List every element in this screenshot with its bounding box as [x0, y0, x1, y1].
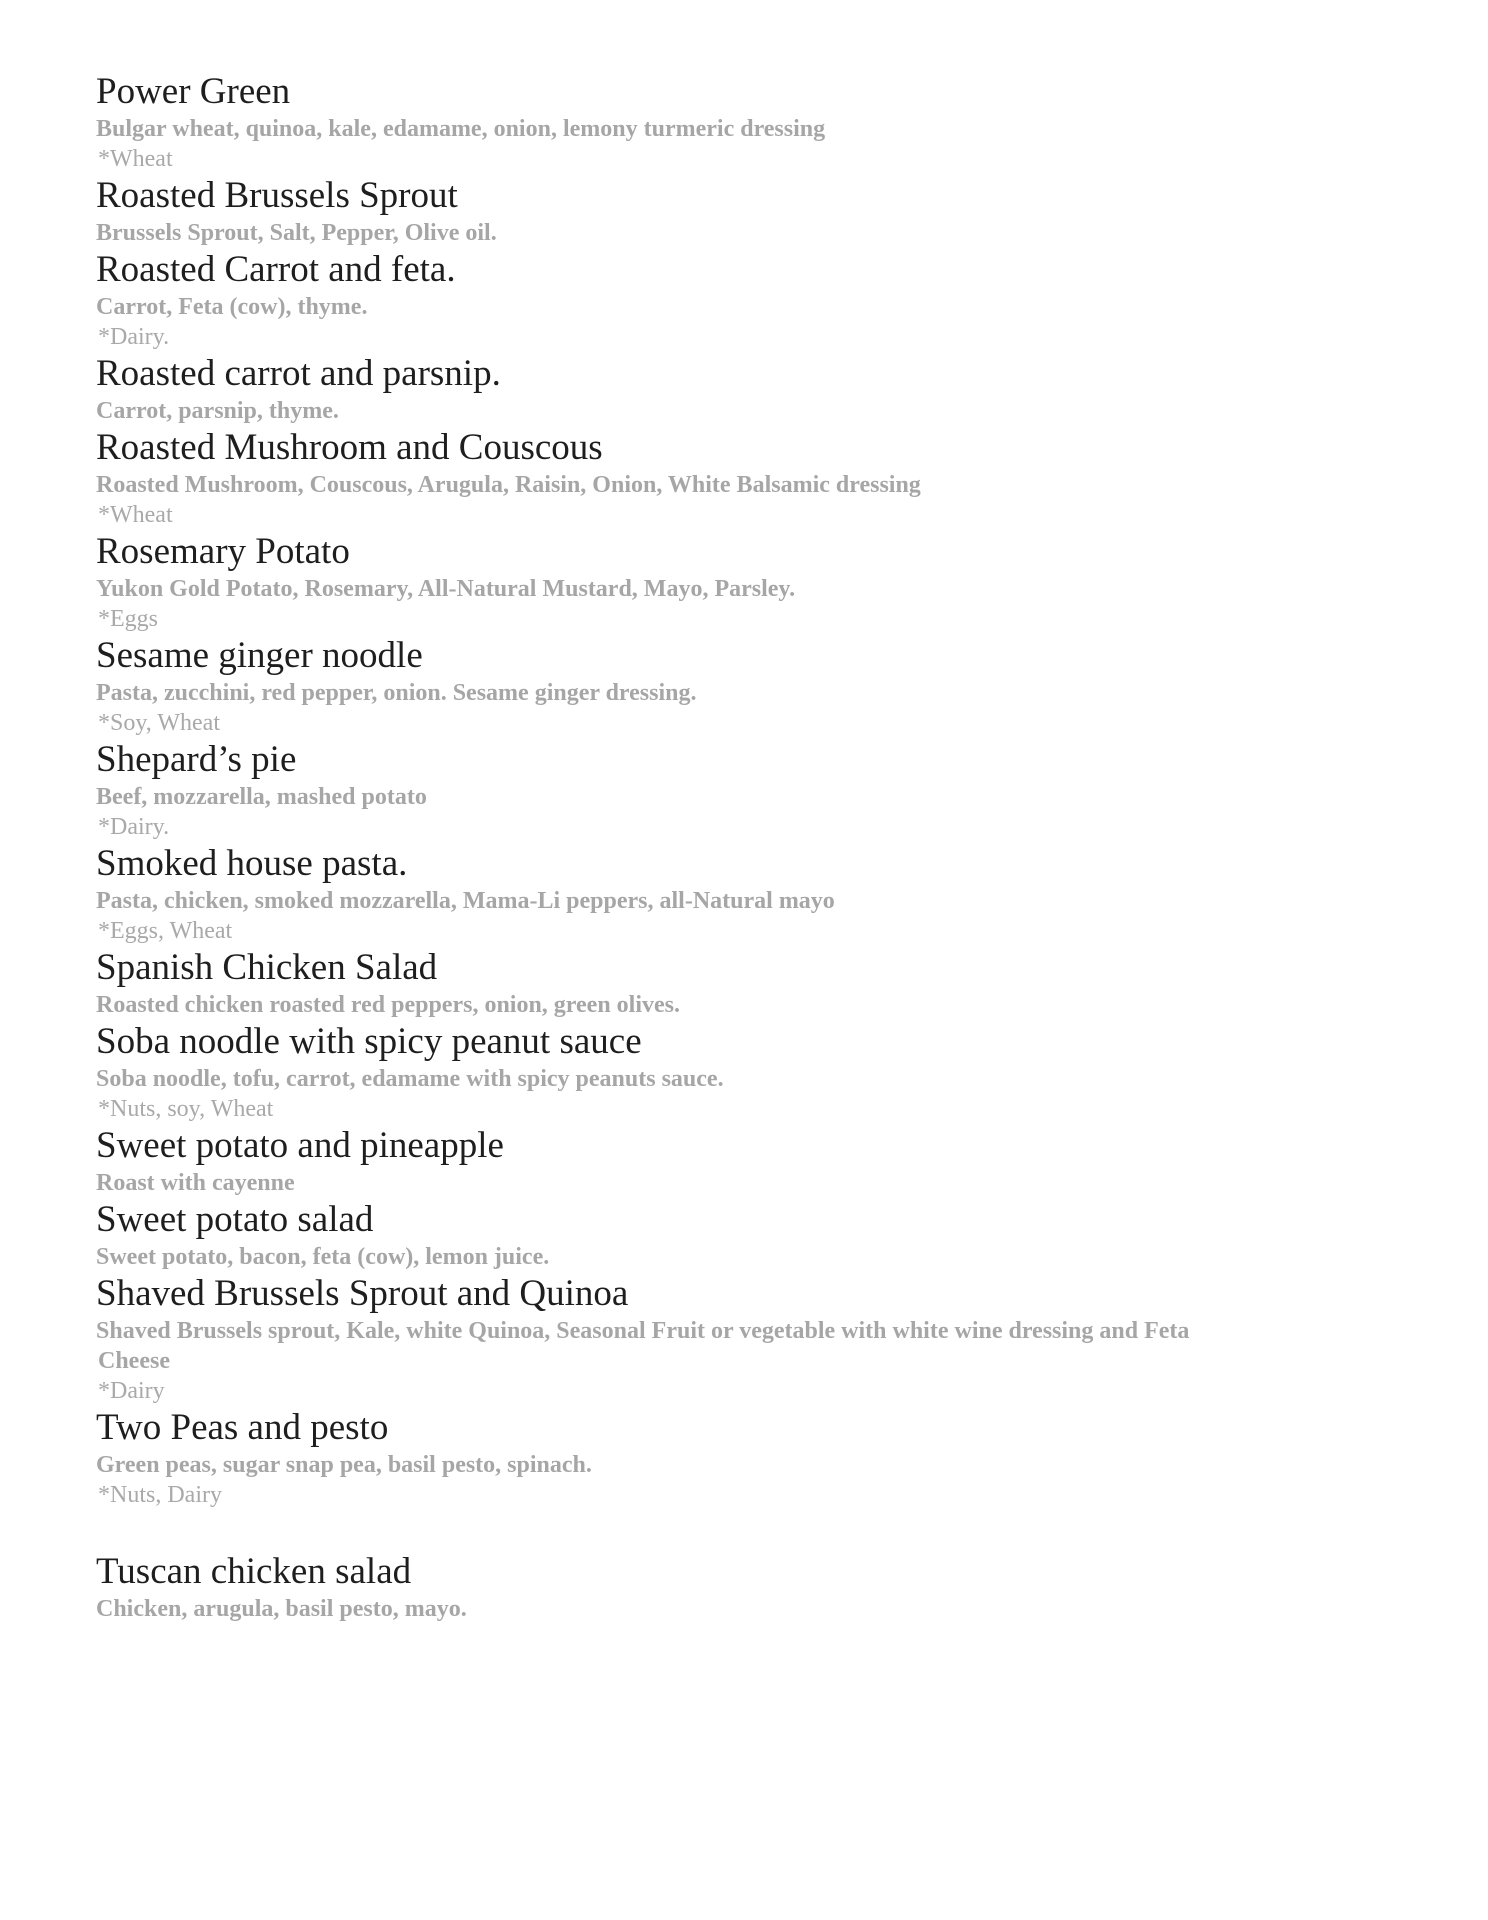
menu-item-rosemary-potato — [96, 530, 1396, 634]
item-title: Soba noodle with spicy peanut sauce — [96, 1021, 642, 1062]
menu-item-sweet-potato-salad — [96, 1198, 1396, 1272]
item-description: Sweet potato, bacon, feta (cow), lemon juice. — [96, 1244, 550, 1270]
item-allergens: *Dairy — [98, 1378, 165, 1404]
item-allergens: *Eggs — [98, 606, 158, 632]
menu-item-roasted-mushroom-couscous — [96, 426, 1396, 530]
item-description: Pasta, chicken, smoked mozzarella, Mama-Li peppers, all-Natural mayo — [96, 888, 835, 914]
item-title: Sweet potato and pineapple — [96, 1125, 504, 1166]
item-description: Pasta, zucchini, red pepper, onion. Sesame ginger dressing. — [96, 680, 697, 706]
item-allergens: *Dairy. — [98, 324, 170, 350]
item-allergens: *Wheat — [98, 502, 173, 528]
menu-item-tuscan-chicken-salad — [96, 1550, 1396, 1624]
item-description: Beef, mozzarella, mashed potato — [96, 784, 427, 810]
item-description: Carrot, Feta (cow), thyme. — [96, 294, 368, 320]
item-description: Soba noodle, tofu, carrot, edamame with spicy peanuts sauce. — [96, 1066, 724, 1092]
menu-item-sweet-potato-pineapple — [96, 1124, 1396, 1198]
menu-item-shaved-brussels-sprout-quinoa — [96, 1272, 1396, 1406]
item-title: Roasted Mushroom and Couscous — [96, 427, 603, 468]
item-allergens: *Nuts, soy, Wheat — [98, 1096, 274, 1122]
item-title: Shepard’s pie — [96, 739, 297, 780]
menu-item-sesame-ginger-noodle — [96, 634, 1396, 738]
menu-item-roasted-carrot-parsnip — [96, 352, 1396, 426]
item-allergens: *Nuts, Dairy — [98, 1482, 222, 1508]
menu-item-roasted-brussels-sprout — [96, 174, 1396, 248]
item-title: Two Peas and pesto — [96, 1407, 389, 1448]
item-title: Roasted carrot and parsnip. — [96, 353, 501, 394]
item-title: Smoked house pasta. — [96, 843, 408, 884]
item-description: Carrot, parsnip, thyme. — [96, 398, 339, 424]
item-title: Shaved Brussels Sprout and Quinoa — [96, 1273, 629, 1314]
menu-item-roasted-carrot-feta — [96, 248, 1396, 352]
menu-page — [96, 70, 1396, 1624]
item-description: Yukon Gold Potato, Rosemary, All-Natural Mustard, Mayo, Parsley. — [96, 576, 796, 602]
item-title: Power Green — [96, 71, 291, 112]
item-title: Roasted Carrot and feta. — [96, 249, 456, 290]
item-title: Sweet potato salad — [96, 1199, 374, 1240]
item-description — [96, 1316, 1346, 1376]
item-description: Bulgar wheat, quinoa, kale, edamame, onion, lemony turmeric dressing — [96, 116, 826, 142]
item-description-line: Shaved Brussels sprout, Kale, white Quinoa, Seasonal Fruit or vegetable with white wine dressing and Feta — [96, 1318, 1190, 1344]
item-description: Green peas, sugar snap pea, basil pesto, spinach. — [96, 1452, 592, 1478]
item-allergens: *Wheat — [98, 146, 173, 172]
item-description: Brussels Sprout, Salt, Pepper, Olive oil. — [96, 220, 497, 246]
item-description: Roasted chicken roasted red peppers, onion, green olives. — [96, 992, 681, 1018]
item-title: Spanish Chicken Salad — [96, 947, 438, 988]
menu-item-soba-noodle — [96, 1020, 1396, 1124]
item-title: Tuscan chicken salad — [96, 1551, 412, 1592]
menu-item-spanish-chicken-salad — [96, 946, 1396, 1020]
item-title: Sesame ginger noodle — [96, 635, 423, 676]
item-description: Roasted Mushroom, Couscous, Arugula, Raisin, Onion, White Balsamic dressing — [96, 472, 921, 498]
item-description: Chicken, arugula, basil pesto, mayo. — [96, 1596, 467, 1622]
item-description-continuation: Cheese — [98, 1348, 170, 1374]
menu-item-smoked-house-pasta — [96, 842, 1396, 946]
spacer — [96, 1510, 1396, 1550]
item-description: Roast with cayenne — [96, 1170, 295, 1196]
item-title: Roasted Brussels Sprout — [96, 175, 458, 216]
item-title: Rosemary Potato — [96, 531, 350, 572]
menu-item-shepards-pie — [96, 738, 1396, 842]
item-allergens: *Eggs, Wheat — [98, 918, 233, 944]
item-allergens: *Soy, Wheat — [98, 710, 220, 736]
menu-item-power-green — [96, 70, 1396, 174]
menu-item-two-peas-pesto — [96, 1406, 1396, 1510]
item-allergens: *Dairy. — [98, 814, 170, 840]
